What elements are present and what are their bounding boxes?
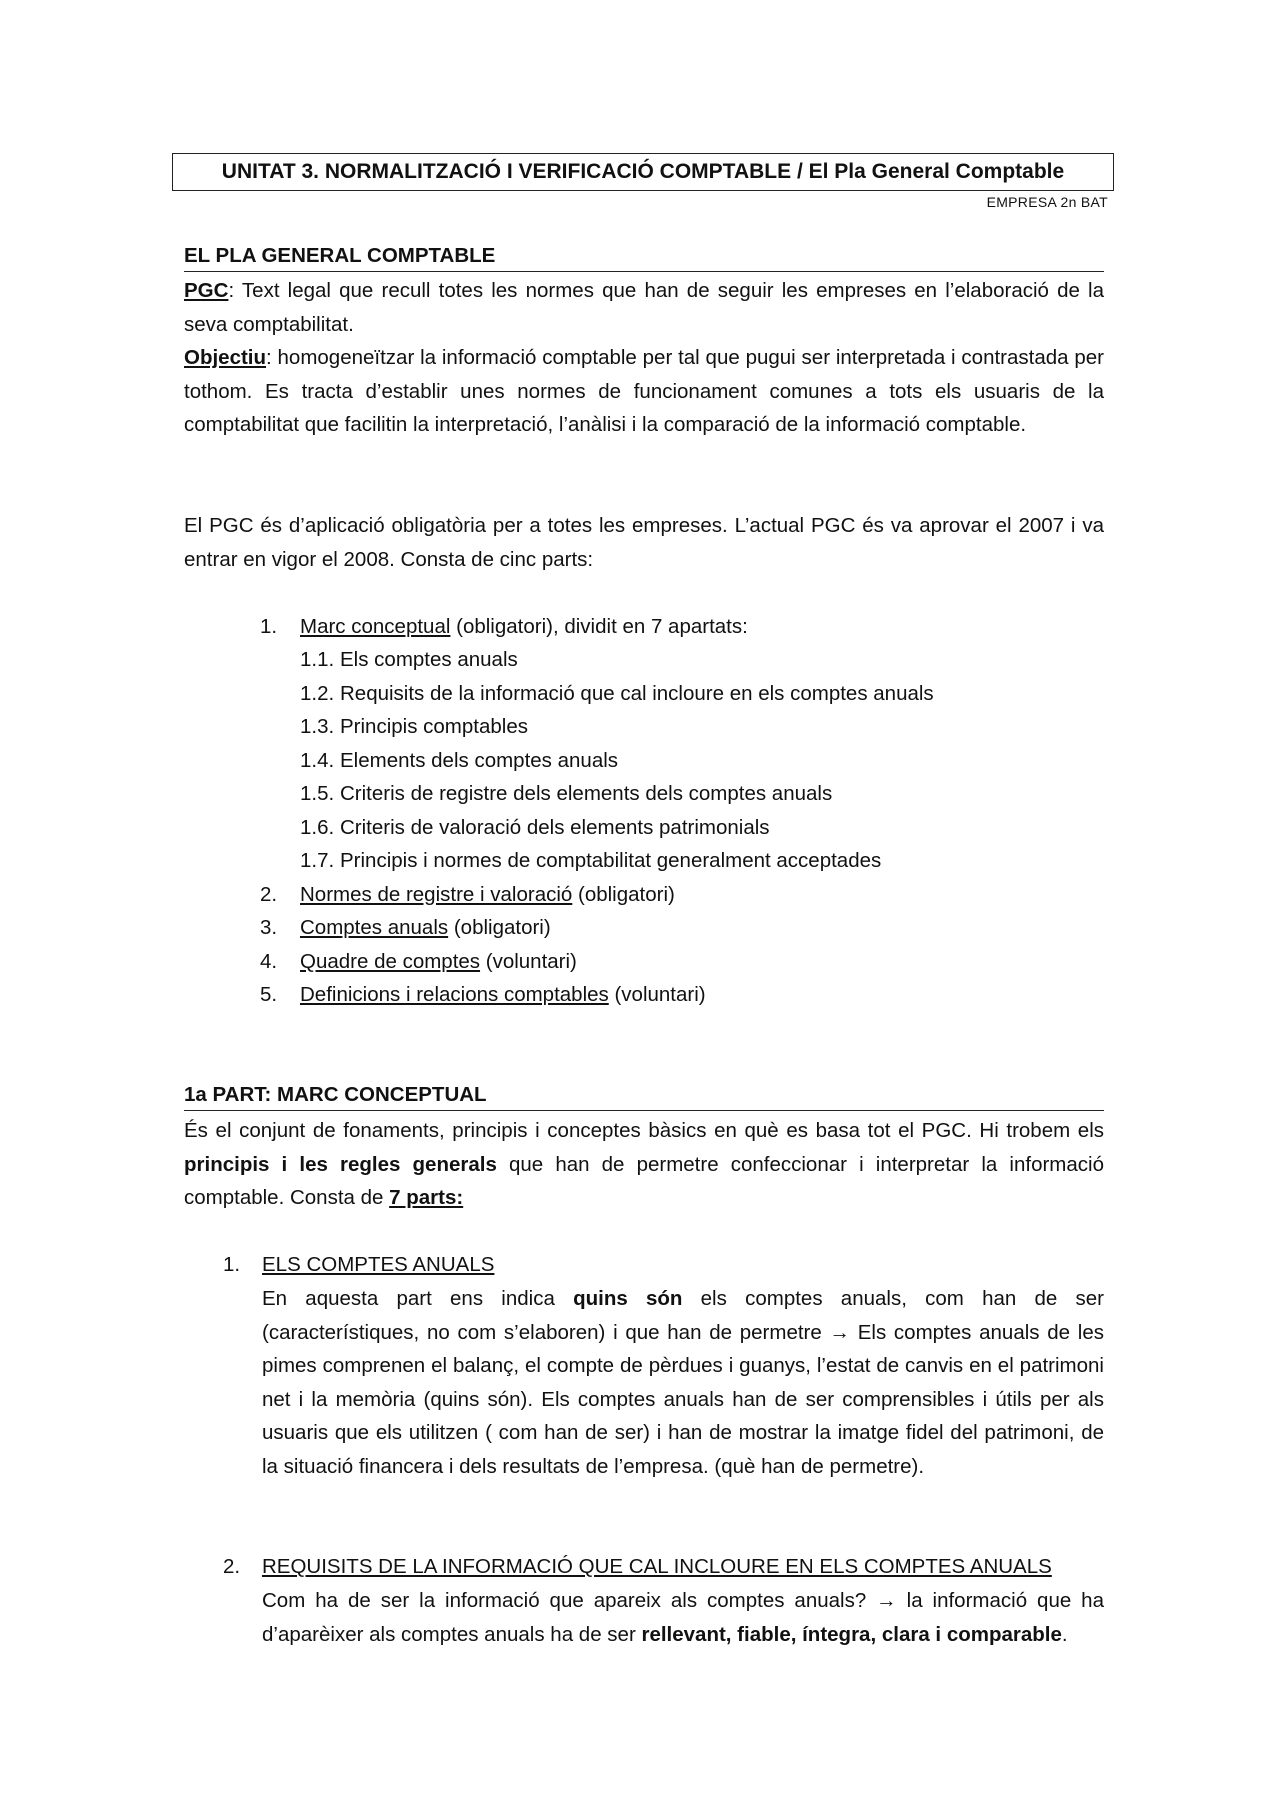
subitem xyxy=(300,744,618,778)
subitem-number: 1.4. xyxy=(300,748,335,772)
pgc-paragraph-2-text: El PGC és d’aplicació obligatòria per a totes les empreses. L’actual PGC és va aprovar el 2007 i va entrar en vigor el 2008. Consta de cinc parts: xyxy=(184,514,1104,571)
item-body xyxy=(262,1584,1104,1651)
objective-label: Objectiu xyxy=(184,346,267,369)
part-label: Definicions i relacions comptables xyxy=(300,983,609,1006)
document-title-box xyxy=(172,153,1114,191)
subitem-number: 1.1. xyxy=(300,648,335,671)
section-title-marc: 1a PART: MARC CONCEPTUAL xyxy=(184,1079,1104,1111)
subitem-number: 1.6. xyxy=(300,815,335,839)
subitem-text: Requisits de la informació que cal incloure en els comptes anuals xyxy=(340,681,934,705)
part-rest: (obligatori) xyxy=(572,882,675,906)
marc-text-2: que han de permetre confeccionar i interpretar la informació comptable. Consta de xyxy=(184,1152,1104,1209)
item-text: Com ha de ser la informació que apareix als comptes anuals? → la informació que ha d’aparèixer als comptes anuals ha de ser xyxy=(262,1589,1104,1646)
list-item-text xyxy=(300,911,551,945)
list-number: 2. xyxy=(260,882,278,906)
subitem-text: Criteris de valoració dels elements patrimonials xyxy=(340,815,770,839)
subject-label: EMPRESA 2n BAT xyxy=(986,194,1108,210)
subitem xyxy=(300,677,934,711)
list-item-text xyxy=(300,945,577,979)
list-number: 1. xyxy=(260,615,278,638)
subitem-number: 1.2. xyxy=(300,681,335,705)
list-number: 3. xyxy=(260,916,278,939)
subitem xyxy=(300,710,528,744)
part-label: Normes de registre i valoració xyxy=(300,882,573,906)
marc-intro xyxy=(184,1114,1104,1215)
part-rest: (obligatori) xyxy=(448,916,551,939)
pgc-paragraph-2 xyxy=(184,509,1104,576)
item-body xyxy=(262,1282,1104,1483)
subitem-text: Principis comptables xyxy=(340,715,528,738)
subitem xyxy=(300,811,770,845)
marc-bold-2: 7 parts: xyxy=(389,1186,464,1209)
item-title: REQUISITS DE LA INFORMACIÓ QUE CAL INCLOURE EN ELS COMPTES ANUALS xyxy=(262,1555,1052,1578)
list-number: 4. xyxy=(260,949,278,973)
subitem xyxy=(300,643,518,677)
item-bold: rellevant, fiable, íntegra, clara i comparable xyxy=(641,1622,1062,1646)
list-item-text xyxy=(300,610,748,644)
item-title: ELS COMPTES ANUALS xyxy=(262,1253,495,1276)
item-bold: quins són xyxy=(573,1287,683,1310)
part-rest: (voluntari) xyxy=(608,983,706,1006)
subitem-number: 1.7. xyxy=(300,849,335,872)
subitem-number: 1.5. xyxy=(300,782,335,805)
pgc-text: : Text legal que recull totes les normes que han de seguir les empreses en l’elaboració de la seva comptabilitat. xyxy=(184,279,1104,336)
list-item xyxy=(260,610,277,644)
pgc-definition xyxy=(184,274,1104,442)
item-number: 1. xyxy=(223,1253,241,1276)
part-label: Quadre de comptes xyxy=(300,949,481,973)
document-title: UNITAT 3. NORMALITZACIÓ I VERIFICACIÓ COMPTABLE / El Pla General Comptable xyxy=(221,160,1065,183)
subitem-text: Criteris de registre dels elements dels comptes anuals xyxy=(340,782,833,805)
list-item-text xyxy=(300,978,706,1012)
item-text: els comptes anuals, com han de ser (característiques, no com s’elaboren) i que han de permetre → Els comptes anuals de les pimes comprenen el balanç, el compte de pèrdues i guanys, l’estat de canvis en el patrimoni net i la memòria (quins són). Els comptes anuals han de ser comprensibles i útils per als usuaris que els utilitzen ( com han de ser) i han de mostrar la imatge fidel del patrimoni, de la situació financera i dels resultats de l’empresa. (què han de permetre). xyxy=(262,1287,1104,1478)
list-number: 5. xyxy=(260,983,278,1006)
subitem-number: 1.3. xyxy=(300,715,335,738)
item-text: . xyxy=(1061,1622,1068,1646)
part-rest: (obligatori), dividit en 7 apartats: xyxy=(450,615,748,638)
pgc-label: PGC xyxy=(184,279,229,302)
part-label: Comptes anuals xyxy=(300,916,449,939)
marc-text-1: És el conjunt de fonaments, principis i conceptes bàsics en què es basa tot el PGC. Hi trobem els xyxy=(184,1119,1104,1142)
part-label: Marc conceptual xyxy=(300,615,451,638)
marc-bold-1: principis i les regles generals xyxy=(184,1152,497,1176)
list-item-text xyxy=(300,878,675,912)
section-title-pgc: EL PLA GENERAL COMPTABLE xyxy=(184,240,1104,272)
item-text: En aquesta part ens indica xyxy=(262,1287,574,1310)
subitem xyxy=(300,844,881,878)
subitem-text: Principis i normes de comptabilitat generalment acceptades xyxy=(340,849,882,872)
item-number: 2. xyxy=(223,1555,241,1578)
subitem-text: Els comptes anuals xyxy=(340,648,518,671)
subitem-text: Elements dels comptes anuals xyxy=(340,748,619,772)
part-rest: (voluntari) xyxy=(480,949,577,973)
objective-text: : homogeneïtzar la informació comptable per tal que pugui ser interpretada i contrastada per tothom. Es tracta d’establir unes normes de funcionament comunes a tots els usuaris de la comptabilitat que facilitin la interpretació, l’anàlisi i la comparació de la informació comptable. xyxy=(184,346,1104,436)
subitem xyxy=(300,777,832,811)
